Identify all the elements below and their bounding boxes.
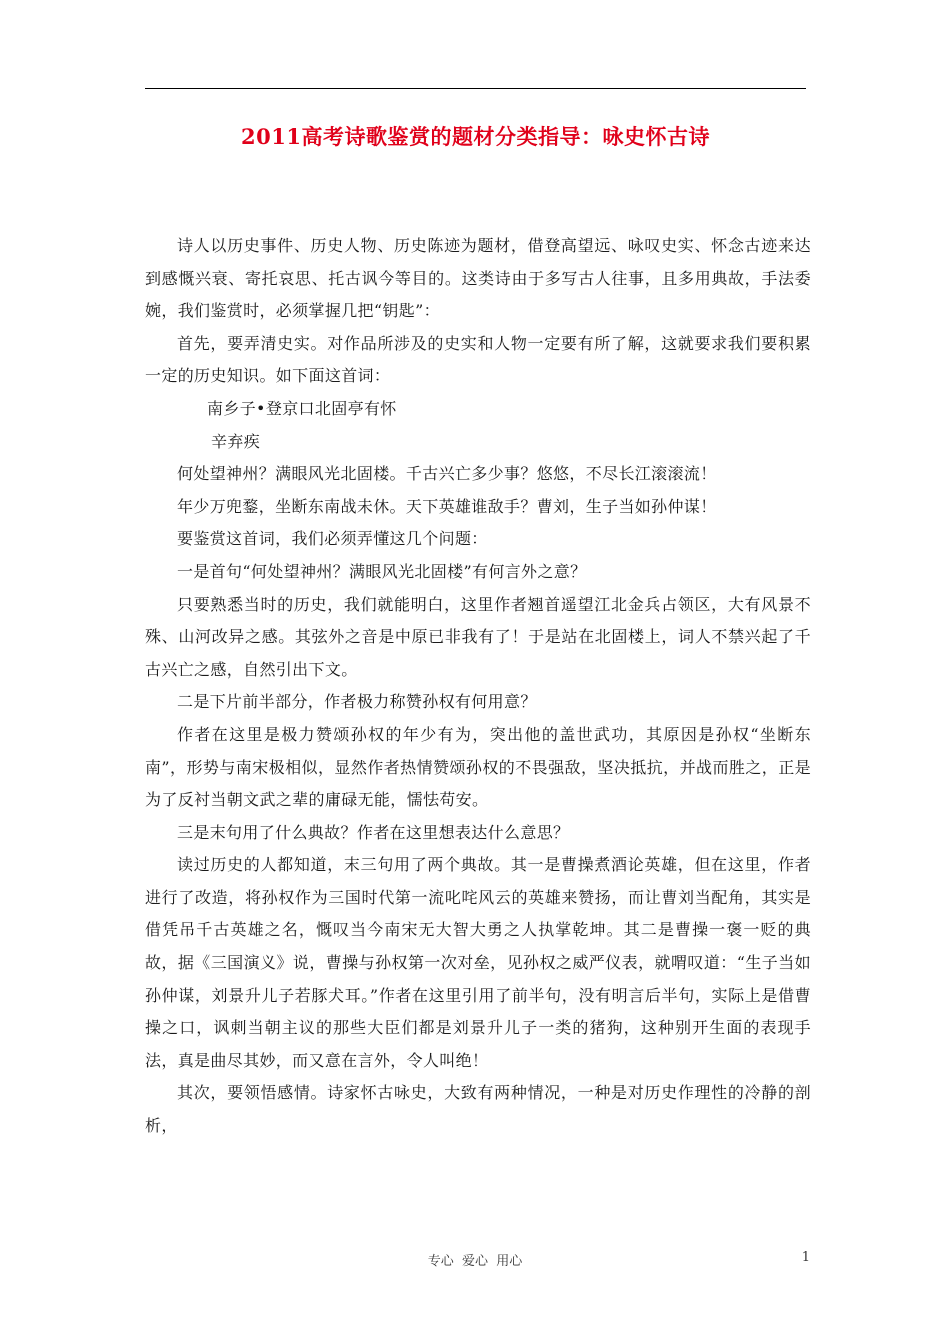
- page-number: 1: [801, 1250, 810, 1265]
- question-2: 二是下片前半部分，作者极力称赞孙权有何用意？: [177, 692, 537, 712]
- poem-title: 南乡子•登京口北固亭有怀: [207, 398, 397, 418]
- answer-3: 读过历史的人都知道，末三句用了两个典故。其一是曹操煮酒论英雄，但在这里，作者进行了改造，将孙权作为三国时代第一流叱咤风云的英雄来赞扬，而让曹刘当配角，其实是借凭吊千古英雄之名，慨叹当今南宋无大智大勇之人执掌乾坤。其二是曹操一褒一贬的典故，据《三国演义》说，曹操与孙权第一次对垒，见孙权之威严仪表，就喟叹道：“生子当如孙仲谋，刘景升儿子若豚犬耳。”作者在这里引用了前半句，没有明言后半句，实际上是借曹操之口，讽刺当朝主议的那些大臣们都是刘景升儿子一类的猪狗，这种别开生面的表现手法，真是曲尽其妙，而又意在言外，令人叫绝！: [145, 855, 811, 1070]
- paragraph-questions-intro: 要鉴赏这首词，我们必须弄懂这几个问题：: [177, 529, 488, 549]
- poem-author: 辛弃疾: [211, 431, 261, 451]
- answer-2: 作者在这里是极力赞颂孙权的年少有为，突出他的盖世武功，其原因是孙权“坐断东南”，形势与南宋极相似，显然作者热情赞颂孙权的不畏强敌，坚决抵抗，并战而胜之，正是为了反衬当朝文武之辈的庸碌无能，懦怯苟安。: [145, 724, 811, 810]
- answer-1: 只要熟悉当时的历史，我们就能明白，这里作者翘首遥望江北金兵占领区，大有风景不殊、山河改异之感。其弦外之音是中原已非我有了！于是站在北固楼上，词人不禁兴起了千古兴亡之感，自然引出下文。: [145, 594, 811, 679]
- footer-slogan: 专心 爱心 用心: [427, 1254, 523, 1269]
- paragraph-first-key: 首先，要弄清史实。对作品所涉及的史实和人物一定要有所了解，这就要求我们要积累一定的历史知识。如下面这首词：: [145, 333, 811, 386]
- header-rule: [145, 88, 806, 89]
- poem-line-2: 年少万兜鍪，坐断东南战未休。天下英雄谁敌手？曹刘，生子当如孙仲谋！: [177, 496, 717, 516]
- paragraph-second-key: 其次，要领悟感情。诗家怀古咏史，大致有两种情况，一种是对历史作理性的冷静的剖析，: [145, 1083, 811, 1136]
- document-body: [145, 230, 811, 1143]
- poem-line-1: 何处望神州？满眼风光北固楼。千古兴亡多少事？悠悠，不尽长江滚滚流！: [177, 464, 717, 484]
- paragraph-intro: 诗人以历史事件、历史人物、历史陈迹为题材，借登高望远、咏叹史实、怀念古迹来达到感慨兴衰、寄托哀思、托古讽今等目的。这类诗由于多写古人往事，且多用典故，手法委婉，我们鉴赏时，必须掌握几把“钥匙”：: [145, 236, 811, 321]
- question-1: 一是首句“何处望神州？满眼风光北固楼”有何言外之意？: [177, 561, 587, 581]
- question-3: 三是末句用了什么典故？作者在这里想表达什么意思？: [177, 822, 570, 842]
- document-title: 2011高考诗歌鉴赏的题材分类指导：咏史怀古诗: [241, 124, 710, 149]
